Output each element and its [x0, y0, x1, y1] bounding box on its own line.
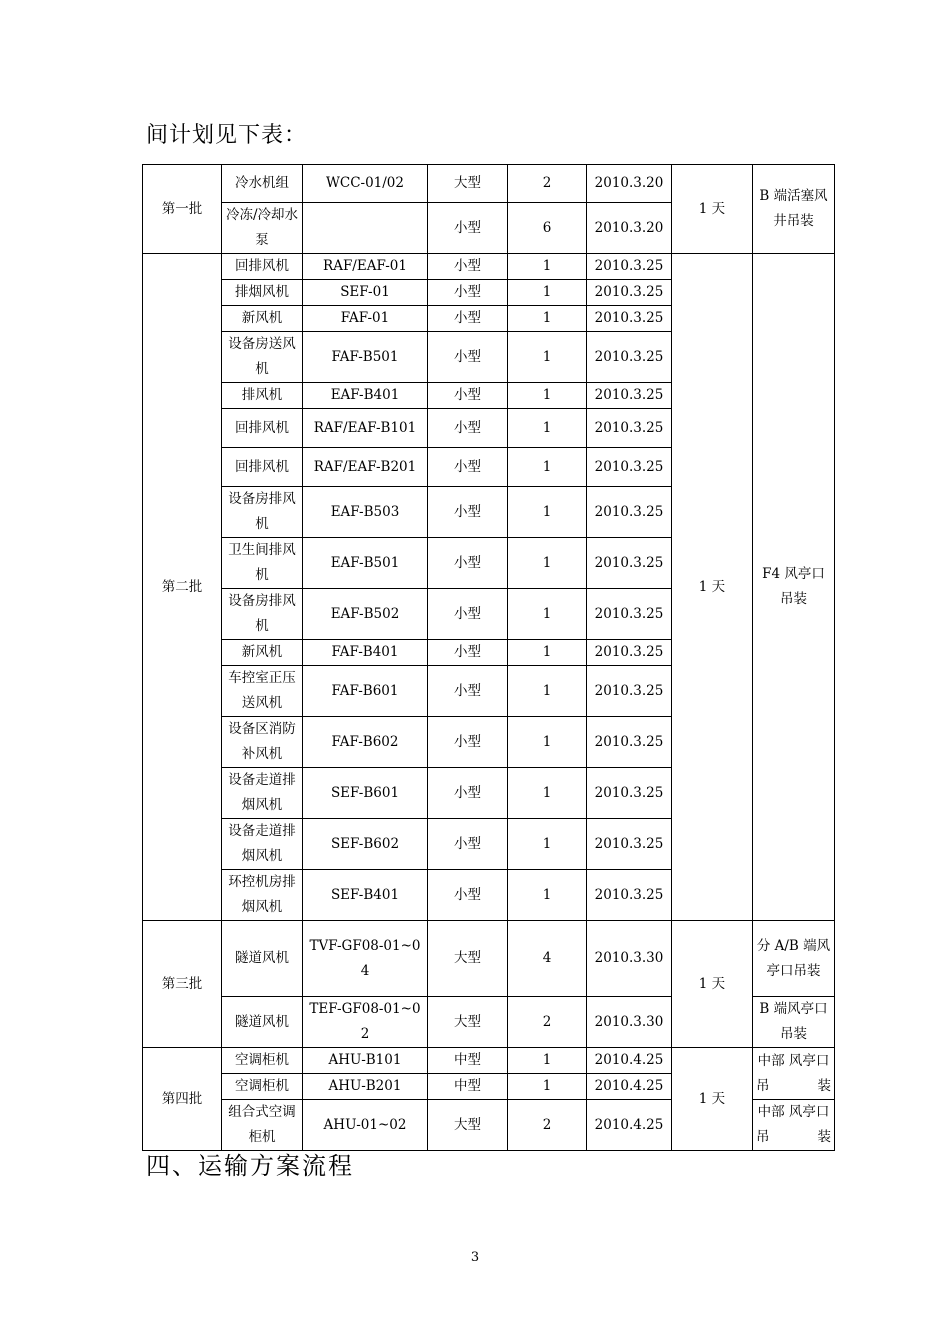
date-cell: 2010.3.25	[587, 589, 672, 640]
method-cell: 中部 风亭口吊装	[753, 1100, 835, 1151]
size-cell: 大型	[428, 921, 508, 997]
date-cell: 2010.3.20	[587, 165, 672, 203]
date-cell: 2010.3.25	[587, 717, 672, 768]
date-cell: 2010.3.25	[587, 640, 672, 666]
equipment-code-cell: FAF-01	[303, 306, 428, 332]
date-cell: 2010.3.30	[587, 997, 672, 1048]
equipment-code-cell: SEF-01	[303, 280, 428, 306]
intro-text: 间计划见下表：	[146, 123, 308, 148]
equipment-name-cell: 排风机	[222, 383, 303, 409]
equipment-name-cell: 回排风机	[222, 448, 303, 487]
size-cell: 小型	[428, 306, 508, 332]
quantity-cell: 2	[508, 997, 587, 1048]
date-cell: 2010.3.30	[587, 921, 672, 997]
equipment-name-cell: 冷冻/冷却水泵	[222, 203, 303, 254]
size-cell: 小型	[428, 280, 508, 306]
method-cell: B 端活塞风井吊装	[753, 165, 835, 254]
equipment-code-cell: RAF/EAF-B101	[303, 409, 428, 448]
equipment-name-cell: 设备房送风机	[222, 332, 303, 383]
size-cell: 小型	[428, 589, 508, 640]
equipment-name-cell: 冷水机组	[222, 165, 303, 203]
equipment-code-cell: RAF/EAF-01	[303, 254, 428, 280]
equipment-name-cell: 空调柜机	[222, 1048, 303, 1074]
equipment-name-cell: 车控室正压送风机	[222, 666, 303, 717]
date-cell: 2010.3.25	[587, 254, 672, 280]
equipment-name-cell: 排烟风机	[222, 280, 303, 306]
date-cell: 2010.3.25	[587, 487, 672, 538]
equipment-code-cell: SEF-B602	[303, 819, 428, 870]
quantity-cell: 4	[508, 921, 587, 997]
section-heading: 四、运输方案流程	[146, 1152, 354, 1180]
method-cell: F4 风亭口吊装	[753, 254, 835, 921]
equipment-name-cell: 回排风机	[222, 254, 303, 280]
date-cell: 2010.3.25	[587, 538, 672, 589]
size-cell: 小型	[428, 332, 508, 383]
quantity-cell: 1	[508, 640, 587, 666]
equipment-name-cell: 设备房排风机	[222, 589, 303, 640]
quantity-cell: 1	[508, 409, 587, 448]
batch-cell: 第四批	[143, 1048, 222, 1151]
quantity-cell: 1	[508, 383, 587, 409]
method-cell: 分 A/B 端风亭口吊装	[753, 921, 835, 997]
date-cell: 2010.3.25	[587, 448, 672, 487]
size-cell: 小型	[428, 448, 508, 487]
equipment-code-cell: EAF-B501	[303, 538, 428, 589]
method-cell: 中部 风亭口吊装	[753, 1048, 835, 1100]
equipment-name-cell: 新风机	[222, 306, 303, 332]
quantity-cell: 6	[508, 203, 587, 254]
size-cell: 小型	[428, 383, 508, 409]
table-row	[143, 254, 835, 280]
quantity-cell: 1	[508, 819, 587, 870]
page-number: 3	[470, 1250, 480, 1265]
equipment-name-cell: 回排风机	[222, 409, 303, 448]
equipment-name-cell: 新风机	[222, 640, 303, 666]
date-cell: 2010.3.25	[587, 819, 672, 870]
equipment-name-cell: 设备区消防补风机	[222, 717, 303, 768]
batch-cell: 第一批	[143, 165, 222, 254]
quantity-cell: 1	[508, 768, 587, 819]
equipment-code-cell: AHU-B101	[303, 1048, 428, 1074]
equipment-name-cell: 隧道风机	[222, 997, 303, 1048]
equipment-code-cell: AHU-B201	[303, 1074, 428, 1100]
quantity-cell: 2	[508, 165, 587, 203]
date-cell: 2010.3.25	[587, 306, 672, 332]
quantity-cell: 1	[508, 1074, 587, 1100]
duration-cell: 1 天	[672, 1048, 753, 1151]
date-cell: 2010.3.20	[587, 203, 672, 254]
size-cell: 小型	[428, 409, 508, 448]
size-cell: 中型	[428, 1074, 508, 1100]
size-cell: 小型	[428, 254, 508, 280]
quantity-cell: 1	[508, 487, 587, 538]
equipment-code-cell: EAF-B503	[303, 487, 428, 538]
duration-cell: 1 天	[672, 165, 753, 254]
quantity-cell: 1	[508, 1048, 587, 1074]
quantity-cell: 1	[508, 717, 587, 768]
equipment-code-cell: RAF/EAF-B201	[303, 448, 428, 487]
date-cell: 2010.3.25	[587, 409, 672, 448]
date-cell: 2010.4.25	[587, 1048, 672, 1074]
equipment-code-cell: FAF-B501	[303, 332, 428, 383]
date-cell: 2010.3.25	[587, 666, 672, 717]
quantity-cell: 1	[508, 589, 587, 640]
table-row	[143, 921, 835, 997]
date-cell: 2010.3.25	[587, 768, 672, 819]
date-cell: 2010.3.25	[587, 332, 672, 383]
quantity-cell: 2	[508, 1100, 587, 1151]
equipment-name-cell: 空调柜机	[222, 1074, 303, 1100]
size-cell: 小型	[428, 640, 508, 666]
size-cell: 小型	[428, 819, 508, 870]
size-cell: 小型	[428, 717, 508, 768]
equipment-name-cell: 组合式空调柜机	[222, 1100, 303, 1151]
size-cell: 大型	[428, 997, 508, 1048]
equipment-name-cell: 设备走道排烟风机	[222, 819, 303, 870]
quantity-cell: 1	[508, 666, 587, 717]
equipment-name-cell: 卫生间排风机	[222, 538, 303, 589]
batch-cell: 第三批	[143, 921, 222, 1048]
size-cell: 小型	[428, 538, 508, 589]
equipment-code-cell: EAF-B502	[303, 589, 428, 640]
size-cell: 小型	[428, 870, 508, 921]
equipment-name-cell: 隧道风机	[222, 921, 303, 997]
quantity-cell: 1	[508, 254, 587, 280]
schedule-table	[142, 164, 835, 1151]
equipment-code-cell: TVF-GF08-01~04	[303, 921, 428, 997]
equipment-code-cell: FAF-B602	[303, 717, 428, 768]
size-cell: 小型	[428, 768, 508, 819]
equipment-code-cell	[303, 203, 428, 254]
equipment-code-cell: EAF-B401	[303, 383, 428, 409]
equipment-code-cell: AHU-01~02	[303, 1100, 428, 1151]
equipment-code-cell: FAF-B601	[303, 666, 428, 717]
equipment-code-cell: WCC-01/02	[303, 165, 428, 203]
quantity-cell: 1	[508, 448, 587, 487]
equipment-name-cell: 设备走道排烟风机	[222, 768, 303, 819]
size-cell: 中型	[428, 1048, 508, 1074]
equipment-code-cell: FAF-B401	[303, 640, 428, 666]
duration-cell: 1 天	[672, 254, 753, 921]
size-cell: 小型	[428, 666, 508, 717]
date-cell: 2010.4.25	[587, 1074, 672, 1100]
date-cell: 2010.3.25	[587, 383, 672, 409]
equipment-name-cell: 设备房排风机	[222, 487, 303, 538]
quantity-cell: 1	[508, 280, 587, 306]
quantity-cell: 1	[508, 538, 587, 589]
size-cell: 小型	[428, 487, 508, 538]
equipment-name-cell: 环控机房排烟风机	[222, 870, 303, 921]
table-row	[143, 165, 835, 203]
equipment-code-cell: SEF-B601	[303, 768, 428, 819]
duration-cell: 1 天	[672, 921, 753, 1048]
quantity-cell: 1	[508, 306, 587, 332]
date-cell: 2010.3.25	[587, 870, 672, 921]
date-cell: 2010.3.25	[587, 280, 672, 306]
batch-cell: 第二批	[143, 254, 222, 921]
equipment-code-cell: TEF-GF08-01~02	[303, 997, 428, 1048]
quantity-cell: 1	[508, 870, 587, 921]
table-row	[143, 1048, 835, 1074]
size-cell: 大型	[428, 165, 508, 203]
date-cell: 2010.4.25	[587, 1100, 672, 1151]
size-cell: 大型	[428, 1100, 508, 1151]
quantity-cell: 1	[508, 332, 587, 383]
size-cell: 小型	[428, 203, 508, 254]
method-cell: B 端风亭口吊装	[753, 997, 835, 1048]
equipment-code-cell: SEF-B401	[303, 870, 428, 921]
